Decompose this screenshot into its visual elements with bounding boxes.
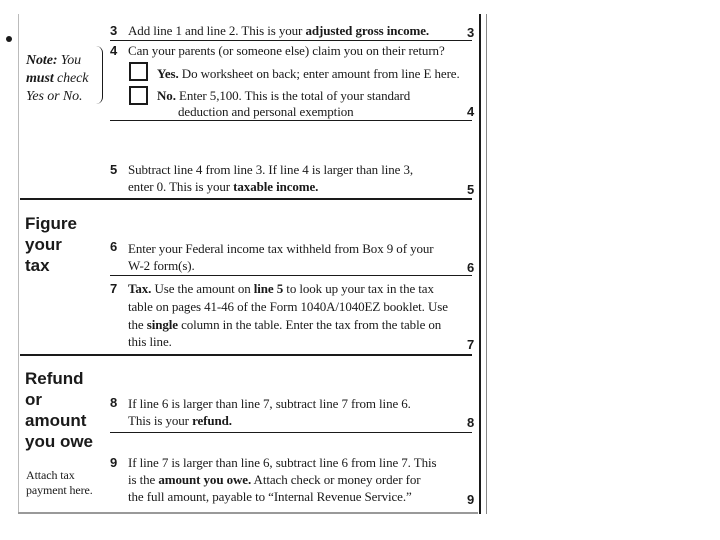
line-3-text <box>128 22 429 39</box>
line-9-text-3: the full amount, payable to “Internal Revenue Service.” <box>128 489 412 504</box>
line-5-number: 5 <box>110 162 118 177</box>
note-must: must <box>26 71 54 86</box>
section-tax: tax <box>25 256 50 275</box>
section-amount: amount <box>25 411 87 430</box>
line-4-rule <box>110 120 472 121</box>
section-you-owe: you owe <box>25 432 94 451</box>
line-9-t2a: is the <box>128 472 159 487</box>
line-8-text-1: If line 6 is larger than line 7, subtract line 7 from line 6. <box>128 396 411 411</box>
page-vertical-rule <box>479 14 481 514</box>
line-4-no-cont: deduction and personal exemption <box>178 104 354 119</box>
line-3-rule <box>110 40 472 41</box>
line-5-bold: taxable income. <box>233 179 319 194</box>
line-9-text-2 <box>128 471 420 488</box>
line-9-text-1: If line 7 is larger than line 6, subtract line 6 from line 7. This <box>128 455 437 470</box>
note-line-3 <box>26 88 82 105</box>
line-3-right-number: 3 <box>467 25 475 40</box>
section-figure: Figure <box>25 214 77 233</box>
line-9-number: 9 <box>110 455 118 470</box>
line-8-number: 8 <box>110 395 118 410</box>
note-check: check <box>57 71 89 86</box>
line-5-text-1: Subtract line 4 from line 3. If line 4 is larger than line 3, <box>128 162 414 177</box>
section-rule-2 <box>20 354 472 356</box>
line-8-right-number: 8 <box>467 415 475 430</box>
line-3-bold: adjusted gross income. <box>305 23 430 38</box>
line-9-t2b: Attach check or money order for <box>251 472 421 487</box>
line-7-t1b: to look up your tax in the tax <box>283 281 434 296</box>
line-7-single-bold: single <box>146 317 178 332</box>
attach-line-1: Attach tax <box>26 468 75 482</box>
line-4-no <box>157 87 410 104</box>
line-7-t3b: column in the table. Enter the tax from the table on <box>177 317 442 332</box>
page-vertical-rule-2 <box>486 14 487 514</box>
line-3-label: Add line 1 and line 2. This is your <box>128 23 306 38</box>
line-9-right-number: 9 <box>467 492 475 507</box>
no-text: Enter 5,100. This is the total of your standard <box>179 88 411 103</box>
line-7-right-number: 7 <box>467 337 475 352</box>
line-6-number: 6 <box>110 239 118 254</box>
line-9-bold: amount you owe. <box>158 472 252 487</box>
attach-line-2: payment here. <box>26 483 93 497</box>
yes-text: Do worksheet on back; enter amount from line E here. <box>181 66 460 81</box>
line-5-right-number: 5 <box>467 182 475 197</box>
line-4-number: 4 <box>110 43 118 58</box>
line-4-yes <box>157 65 460 82</box>
line-6-rule <box>110 275 472 276</box>
yes-checkbox[interactable] <box>129 62 148 81</box>
page-left-edge <box>18 14 19 514</box>
line-6-right-number: 6 <box>467 260 475 275</box>
note-line-2 <box>26 70 88 87</box>
line-7-text-4: this line. <box>128 334 172 349</box>
note-bold: Note: <box>26 53 58 68</box>
bullet-mark <box>6 36 12 42</box>
section-rule-1 <box>20 198 472 200</box>
note-yes-no: Yes or No. <box>26 89 83 104</box>
line-4-question: Can your parents (or someone else) claim you on their return? <box>128 43 445 58</box>
section-or: or <box>25 390 42 409</box>
line-7-tax-bold: Tax. <box>128 281 152 296</box>
page-bottom-edge <box>18 512 478 514</box>
section-your: your <box>25 235 62 254</box>
no-checkbox[interactable] <box>129 86 148 105</box>
note-line-1 <box>26 52 81 69</box>
yes-label: Yes. <box>157 66 179 81</box>
line-4-right-number: 4 <box>467 104 475 119</box>
line-8-bold: refund. <box>192 413 232 428</box>
line-7-text-1 <box>128 280 434 297</box>
line-5-text-2 <box>128 178 318 195</box>
line-7-text-3 <box>128 316 441 333</box>
note-brace <box>96 46 103 104</box>
line-6-text-1: Enter your Federal income tax withheld from Box 9 of your <box>128 241 434 256</box>
line-8-rule <box>110 432 472 433</box>
line-3-number: 3 <box>110 23 118 38</box>
line-7-line5-bold: line 5 <box>253 281 284 296</box>
line-7-t1a: Use the amount on <box>151 281 254 296</box>
section-refund: Refund <box>25 369 84 388</box>
note-text: You <box>60 53 81 68</box>
no-label: No. <box>157 88 176 103</box>
line-7-t3a: the <box>128 317 147 332</box>
line-7-number: 7 <box>110 281 118 296</box>
line-7-text-2: table on pages 41-46 of the Form 1040A/1040EZ booklet. Use <box>128 299 448 314</box>
line-5-label: enter 0. This is your <box>128 179 234 194</box>
line-8-label: This is your <box>128 413 193 428</box>
line-6-text-2: W-2 form(s). <box>128 258 195 273</box>
line-8-text-2 <box>128 412 232 429</box>
